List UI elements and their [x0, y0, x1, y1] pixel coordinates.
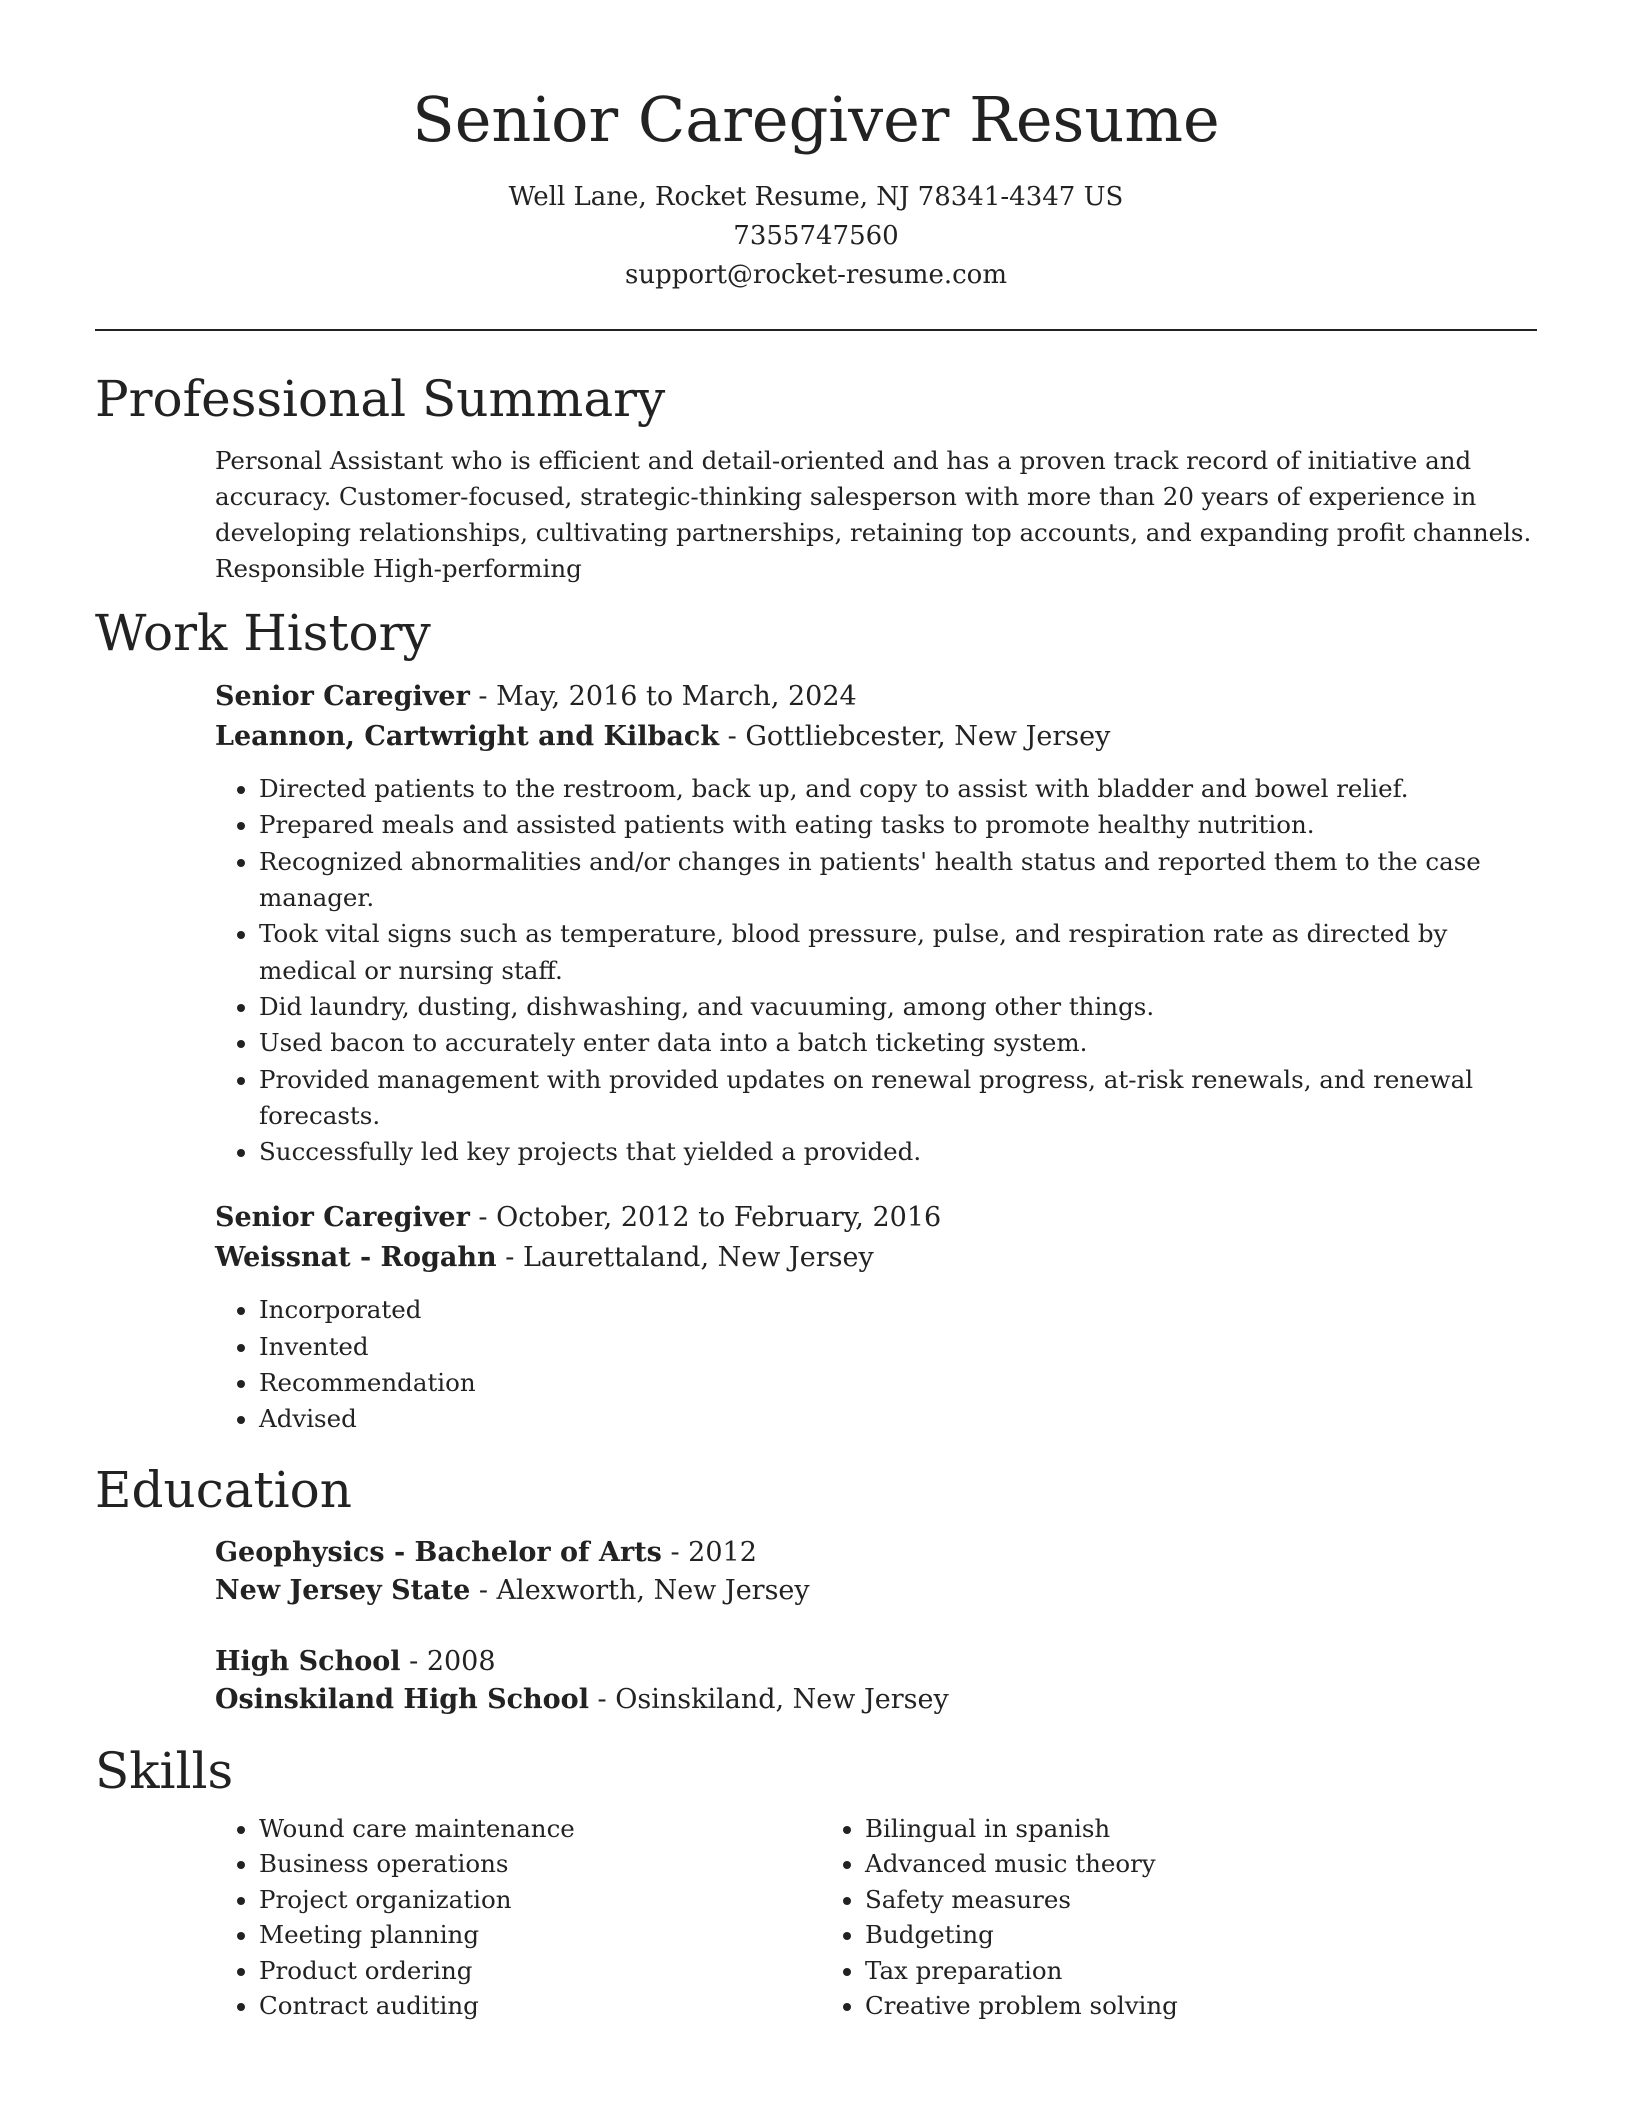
- job-duties-list: [215, 1292, 1537, 1437]
- list-item: • Prepared meals and assisted patients with eating tasks to promote healthy nutrition.: [259, 807, 1537, 843]
- skills-list-right: [821, 1811, 1427, 2024]
- job-role: Senior Caregiver: [215, 681, 470, 713]
- list-item: • Product ordering: [259, 1953, 821, 1989]
- list-item: • Tax preparation: [865, 1953, 1427, 1989]
- job-company: Leannon, Cartwright and Kilback: [215, 721, 720, 753]
- header-divider: [95, 329, 1537, 331]
- job-duties-list: [215, 771, 1537, 1170]
- list-item: • Project organization: [259, 1882, 821, 1918]
- list-item: • Invented: [259, 1329, 1537, 1365]
- education-entry: [215, 1643, 1537, 1719]
- work-history-heading: Work History: [95, 604, 431, 663]
- job-dates: - October, 2012 to February, 2016: [469, 1202, 942, 1234]
- list-item: • Creative problem solving: [865, 1988, 1427, 2024]
- job-entry: [215, 1198, 1537, 1437]
- contact-info: [95, 178, 1537, 295]
- list-item: • Safety measures: [865, 1882, 1427, 1918]
- job-role: Senior Caregiver: [215, 1202, 470, 1234]
- summary-section: [95, 369, 1537, 587]
- job-location: - Laurettaland, New Jersey: [496, 1242, 874, 1274]
- summary-text: Personal Assistant who is efficient and detail-oriented and has a proven track record of initiative and accuracy. Customer-focused, strategic-thinking salesperson with more than 20 years of experience in developing relationships, cultivating partnerships, retaining top accounts, and expanding profit channels. Responsible High-performing: [215, 446, 1532, 584]
- skills-section: [95, 1741, 1537, 2024]
- job-company-line: [215, 1238, 1537, 1278]
- education-school: Osinskiland High School: [215, 1683, 589, 1715]
- education-location: - Osinskiland, New Jersey: [588, 1683, 949, 1715]
- list-item: • Budgeting: [865, 1917, 1427, 1953]
- summary-heading: Professional Summary: [95, 370, 666, 429]
- education-section: [95, 1460, 1537, 1719]
- list-item: • Business operations: [259, 1846, 821, 1882]
- list-item: • Successfully led key projects that yielded a provided.: [259, 1134, 1537, 1170]
- list-item: • Contract auditing: [259, 1988, 821, 2024]
- work-history-section: [95, 603, 1537, 1437]
- resume-header: [95, 0, 1537, 295]
- list-item: • Recognized abnormalities and/or changes in patients' health status and reported them to the case manager.: [259, 844, 1537, 917]
- job-entry: [215, 677, 1537, 1170]
- skills-list-left: [215, 1811, 821, 2024]
- job-title-line: [215, 677, 1537, 717]
- job-company-line: [215, 717, 1537, 757]
- list-item: • Directed patients to the restroom, back up, and copy to assist with bladder and bowel relief.: [259, 771, 1537, 807]
- contact-phone: 7355747560: [733, 221, 899, 252]
- education-location: - Alexworth, New Jersey: [470, 1574, 810, 1606]
- list-item: • Advanced music theory: [865, 1846, 1427, 1882]
- education-degree-line: [215, 1534, 1537, 1572]
- list-item: • Recommendation: [259, 1365, 1537, 1401]
- list-item: • Advised: [259, 1401, 1537, 1437]
- list-item: • Did laundry, dusting, dishwashing, and vacuuming, among other things.: [259, 989, 1537, 1025]
- education-year: - 2012: [661, 1536, 757, 1568]
- education-degree: High School: [215, 1645, 401, 1677]
- job-company: Weissnat - Rogahn: [215, 1242, 497, 1274]
- education-heading: Education: [95, 1460, 352, 1519]
- contact-email: support@rocket-resume.com: [624, 260, 1007, 291]
- skills-columns: [215, 1801, 1537, 2024]
- list-item: • Bilingual in spanish: [865, 1811, 1427, 1847]
- list-item: • Meeting planning: [259, 1917, 821, 1953]
- education-school: New Jersey State: [215, 1574, 471, 1606]
- resume-title: Senior Caregiver Resume: [412, 83, 1220, 156]
- job-dates: - May, 2016 to March, 2024: [469, 681, 857, 713]
- list-item: • Incorporated: [259, 1292, 1537, 1328]
- education-year: - 2008: [400, 1645, 496, 1677]
- education-entry: [215, 1534, 1537, 1610]
- list-item: • Took vital signs such as temperature, blood pressure, pulse, and respiration rate as directed by medical or nursing staff.: [259, 916, 1537, 989]
- education-school-line: [215, 1572, 1537, 1610]
- list-item: • Provided management with provided updates on renewal progress, at-risk renewals, and renewal forecasts.: [259, 1062, 1537, 1135]
- skills-heading: Skills: [95, 1741, 234, 1800]
- job-title-line: [215, 1198, 1537, 1238]
- education-school-line: [215, 1681, 1537, 1719]
- list-item: • Used bacon to accurately enter data into a batch ticketing system.: [259, 1025, 1537, 1061]
- education-degree: Geophysics - Bachelor of Arts: [215, 1536, 662, 1568]
- job-location: - Gottliebcester, New Jersey: [719, 721, 1111, 753]
- contact-address: Well Lane, Rocket Resume, NJ 78341-4347 US: [508, 182, 1124, 213]
- list-item: • Wound care maintenance: [259, 1811, 821, 1847]
- education-degree-line: [215, 1643, 1537, 1681]
